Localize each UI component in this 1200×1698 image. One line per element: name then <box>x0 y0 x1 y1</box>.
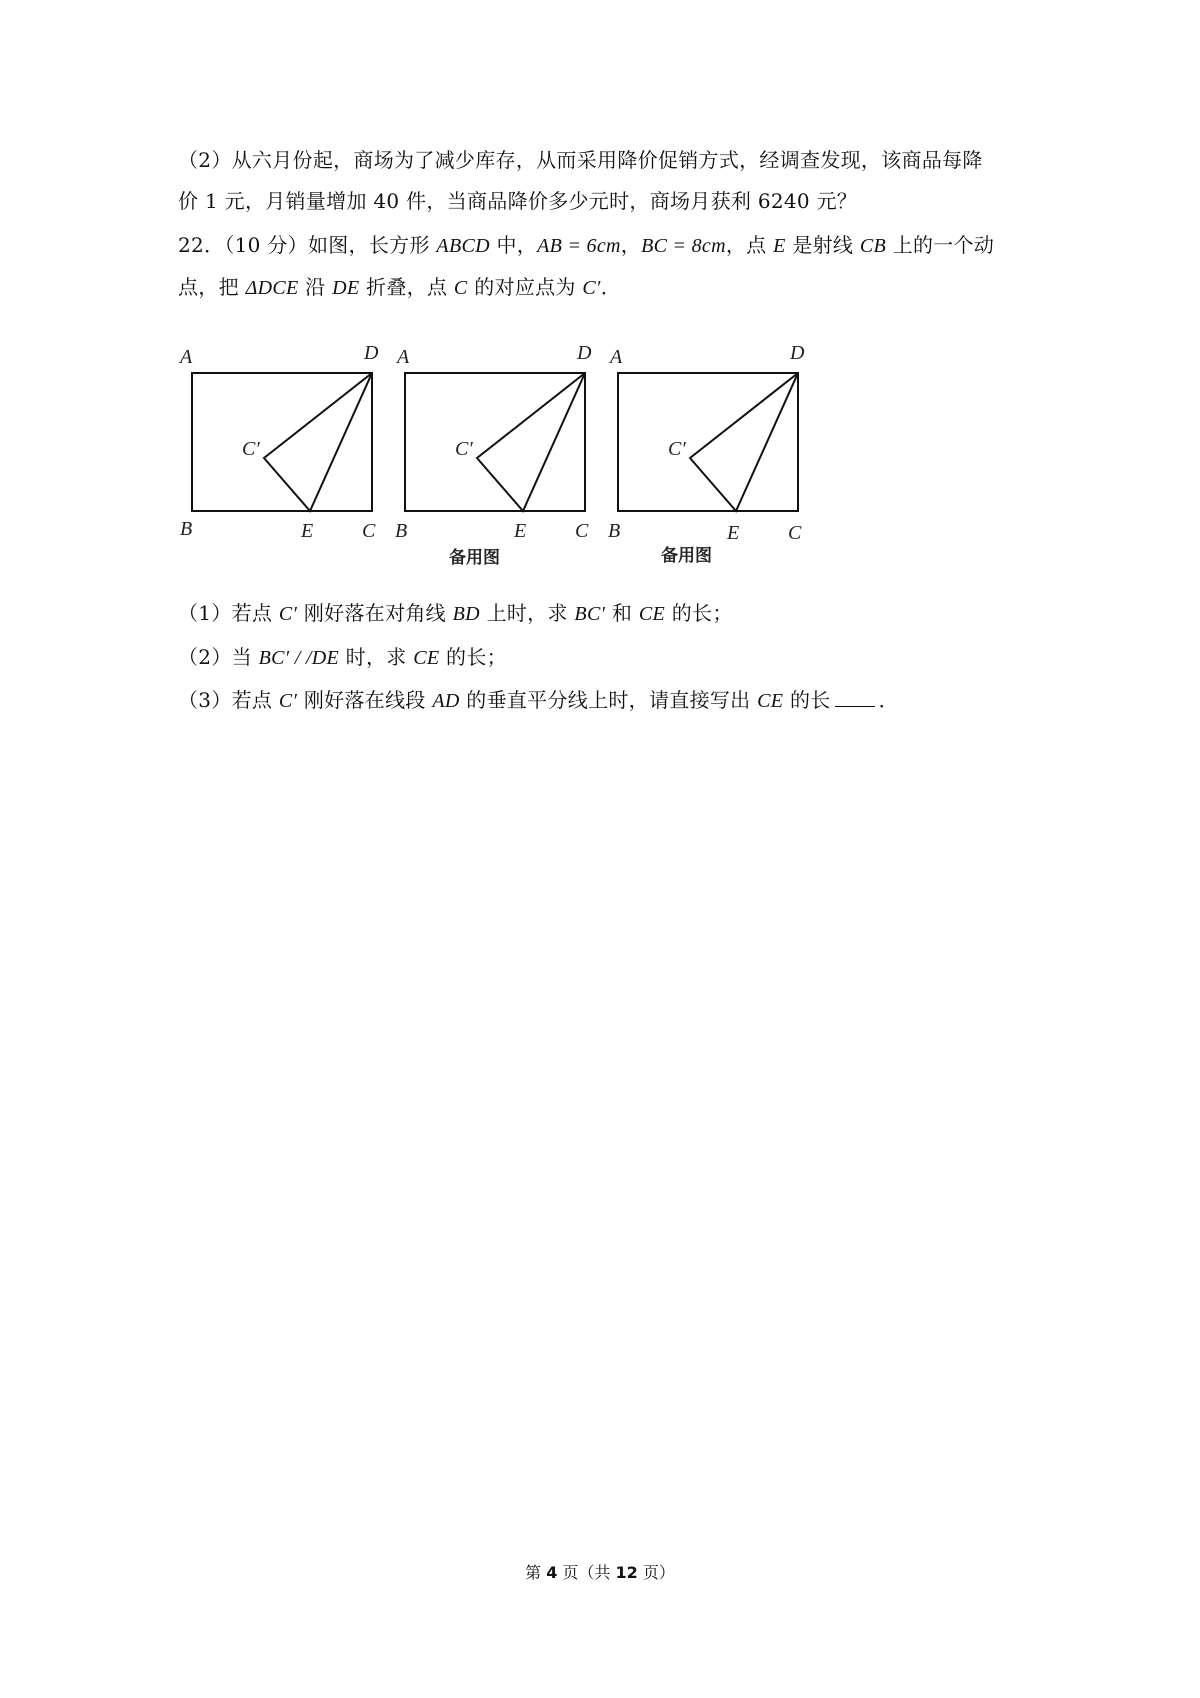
answer-blank[interactable] <box>835 688 875 707</box>
q22-stem-line1 <box>178 231 994 260</box>
q22-text: ． <box>600 275 622 299</box>
total-pages: 12 <box>615 1563 638 1582</box>
math-point-e: E <box>773 235 786 257</box>
sq-text: 时，求 <box>339 645 414 669</box>
label-c: C <box>575 520 589 542</box>
rectangle-diagram <box>178 343 392 543</box>
label-cprime: C′ <box>668 438 686 460</box>
sq-text: （3）若点 <box>178 688 279 712</box>
label-a: A <box>180 346 193 368</box>
sq-text: ． <box>878 688 899 712</box>
sq-text: 和 <box>605 601 639 625</box>
sq-text: 的长； <box>439 645 507 669</box>
q22-text: 折叠，点 <box>359 275 454 299</box>
label-e: E <box>514 520 527 542</box>
q22-text: 上的一个动 <box>886 233 995 257</box>
label-cprime: C′ <box>455 438 473 460</box>
label-b: B <box>395 520 408 542</box>
footer-text: 页） <box>637 1563 675 1582</box>
label-a: A <box>610 346 623 368</box>
figure-backup-2 <box>604 343 818 573</box>
q21-part2-line1: （2）从六月份起，商场为了减少库存，从而采用降价促销方式，经调查发现，该商品每降 <box>178 148 983 172</box>
page-footer <box>0 1560 1200 1583</box>
sq-text: 的垂直平分线上时，请直接写出 <box>459 688 758 712</box>
figure-caption: 备用图 <box>661 546 712 566</box>
math-segment-de: DE <box>332 277 360 299</box>
math-segment-ce: CE <box>413 647 440 669</box>
label-d: D <box>577 342 592 364</box>
math-segment-ad: AD <box>432 690 460 712</box>
math-point-cprime: C′ <box>582 277 601 299</box>
q22-text: ， <box>620 233 642 257</box>
label-c: C <box>362 520 376 542</box>
triangle-dcprime-e <box>264 373 372 511</box>
q22-text: 中， <box>489 233 538 257</box>
math-point-c: C <box>453 277 468 299</box>
sq-text: 刚好落在线段 <box>297 688 433 712</box>
sq-text: 上时，求 <box>479 601 575 625</box>
math-diagonal-bd: BD <box>452 603 480 625</box>
math-abcd: ABCD <box>436 235 490 257</box>
math-ab-length: AB = 6cm <box>537 235 621 257</box>
figure-caption: 备用图 <box>449 548 500 568</box>
label-c: C <box>788 522 802 544</box>
sq-text: 的长 <box>783 688 831 712</box>
q22-stem-line2 <box>178 273 621 302</box>
q22-text: 点，把 <box>178 275 246 299</box>
triangle-dcprime-e <box>690 373 798 511</box>
math-segment-bcprime: BC′ <box>574 603 606 625</box>
triangle-dcprime-e <box>477 373 585 511</box>
rectangle-diagram <box>391 343 605 543</box>
math-segment-ce: CE <box>638 603 666 625</box>
label-e: E <box>727 522 740 544</box>
math-segment-ce: CE <box>757 690 784 712</box>
footer-text: 页（共 <box>557 1563 616 1582</box>
sub-question-3 <box>178 686 899 715</box>
figure-main <box>178 343 392 573</box>
label-e: E <box>301 520 314 542</box>
q22-text: 22．（10 分）如图，长方形 <box>178 233 437 257</box>
q22-text: 沿 <box>298 275 333 299</box>
math-point-cprime: C′ <box>278 603 298 625</box>
sq-text: 的长； <box>665 601 733 625</box>
math-point-cprime: C′ <box>278 690 298 712</box>
figure-backup-1 <box>391 343 605 573</box>
math-parallel-relation: BC′ / /DE <box>258 647 339 669</box>
sub-question-2 <box>178 643 507 672</box>
sq-text: 刚好落在对角线 <box>297 601 453 625</box>
math-triangle-dce: ΔDCE <box>245 277 299 299</box>
q22-text: 是射线 <box>785 233 860 257</box>
label-cprime: C′ <box>242 438 260 460</box>
sub-question-1 <box>178 599 733 628</box>
page-number: 4 <box>546 1563 558 1582</box>
label-b: B <box>608 520 621 542</box>
figure-row <box>178 343 818 573</box>
math-ray-cb: CB <box>859 235 887 257</box>
label-b: B <box>180 518 193 540</box>
label-a: A <box>397 346 410 368</box>
sq-text: （2）当 <box>178 645 259 669</box>
math-bc-length: BC = 8cm <box>641 235 726 257</box>
rectangle-diagram <box>604 343 818 543</box>
q22-text: 的对应点为 <box>467 275 583 299</box>
label-d: D <box>364 342 379 364</box>
footer-text: 第 <box>525 1563 547 1582</box>
label-d: D <box>790 342 805 364</box>
sq-text: （1）若点 <box>178 601 279 625</box>
q21-part2-line2: 价 1 元，月销量增加 40 件，当商品降价多少元时，商场月获利 6240 元？ <box>178 189 858 213</box>
q22-text: ，点 <box>725 233 774 257</box>
